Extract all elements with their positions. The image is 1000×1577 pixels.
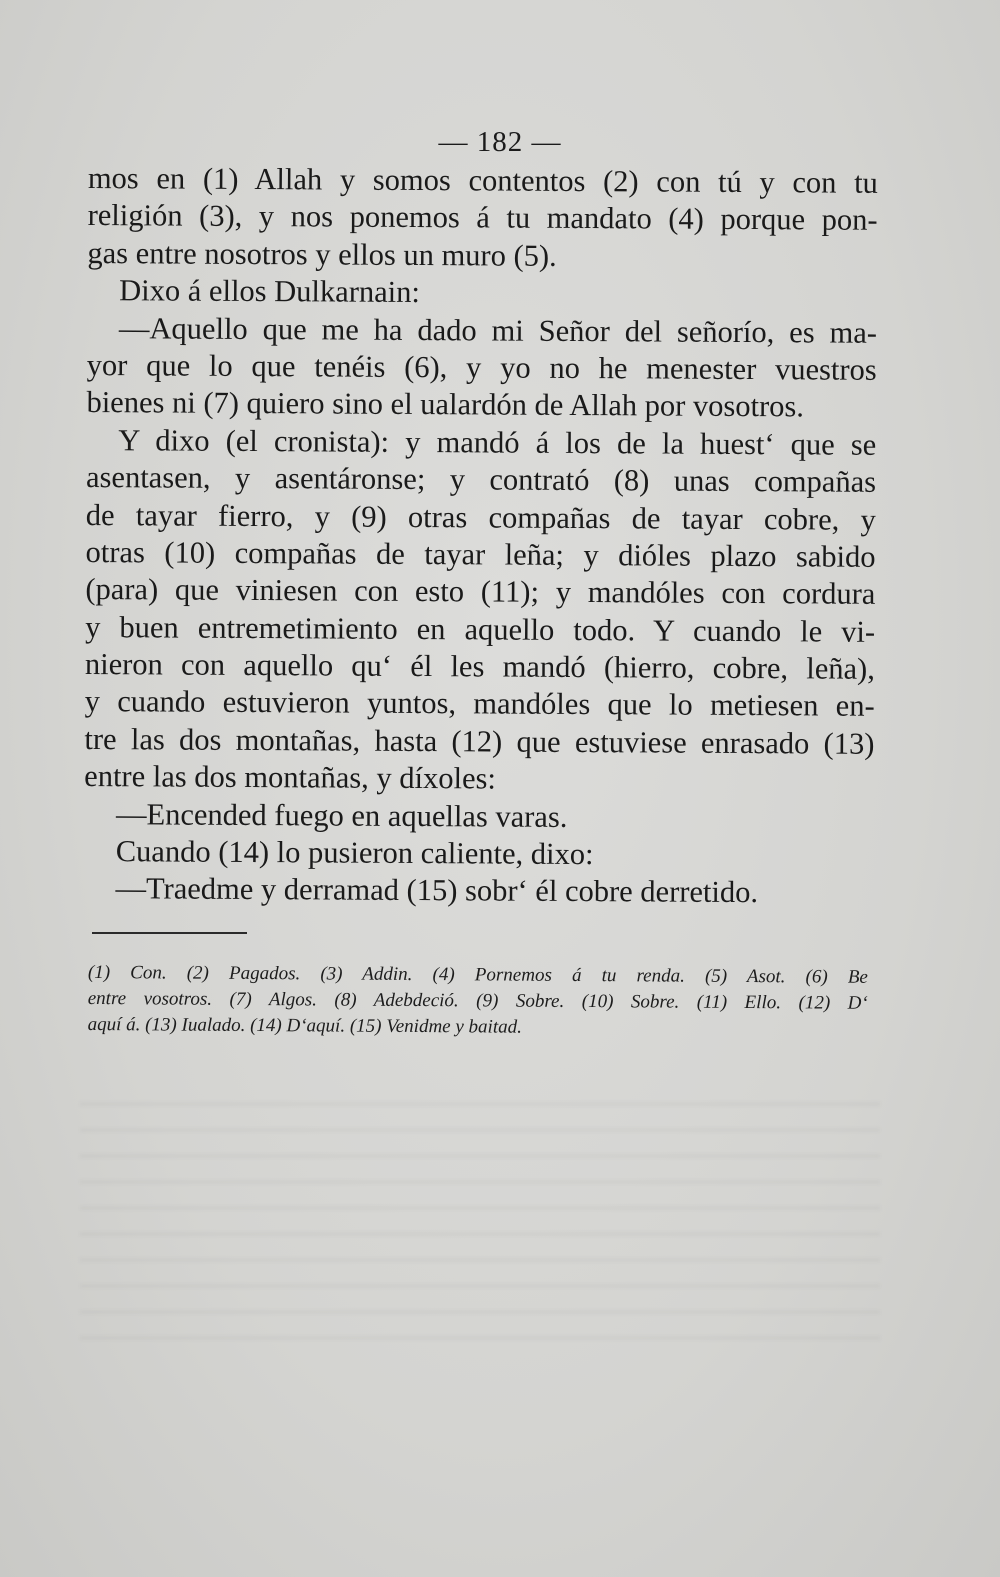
body-line: otras (10) compañas de tayar leña; y dióles plazo sabido — [85, 534, 876, 574]
show-through-texture — [80, 1080, 880, 1340]
body-line: (para) que viniesen con esto (11); y mandóles con cordura — [85, 572, 876, 612]
body-line: asentasen, y asentáronse; y contrató (8) unas compañas — [85, 460, 877, 499]
footnote-line: entre vosotros. (7) Algos. (8) Adebdeció. (9) Sobre. (10) Sobre. (11) Ello. (12) D‘ — [87, 987, 868, 1014]
body-line: Dixo á ellos Dulkarnain: — [119, 273, 421, 310]
body-line: gas entre nosotros y ellos un muro (5). — [87, 235, 557, 273]
body-line: nieron con aquello qu‘ él les mandó (hierro, cobre, leña), — [84, 647, 876, 686]
footnotes — [88, 960, 868, 1043]
body-line: y buen entremetimiento en aquello todo. Y cuando le vi- — [85, 609, 876, 649]
body-line: religión (3), y nos ponemos á tu mandato (4) porque pon- — [87, 198, 878, 238]
body-line: yor que lo que tenéis (6), y yo no he menester vuestros — [86, 347, 877, 387]
footnote-separator — [92, 932, 247, 934]
body-line: entre las dos montañas, y díxoles: — [84, 759, 497, 796]
body-line: tre las dos montañas, hasta (12) que estuviese enrasado (13) — [84, 721, 875, 761]
body-line: y cuando estuvieron yuntos, mandóles que lo metiesen en- — [84, 684, 875, 724]
footnote-line: aquí á. (13) Iualado. (14) D‘aquí. (15) Venidme y baitad. — [87, 1013, 522, 1038]
page-number: — 182 — — [438, 126, 562, 158]
body-line: de tayar fierro, y (9) otras compañas de tayar cobre, y — [85, 497, 876, 537]
body-line: —Encended fuego en aquellas varas. — [115, 796, 568, 834]
body-line: —Traedme y derramad (15) sobr‘ él cobre derretido. — [115, 871, 759, 910]
body-line: bienes ni (7) quiero sino el ualardón de Allah por vosotros. — [86, 385, 805, 424]
body-line: Y dixo (el cronista): y mandó á los de la huest‘ que se — [118, 422, 877, 462]
body-text — [83, 160, 878, 913]
body-line: mos en (1) Allah y somos contentos (2) con tú y con tu — [87, 160, 878, 200]
body-line: —Aquello que me ha dado mi Señor del señorío, es ma- — [118, 310, 878, 350]
body-line: Cuando (14) lo pusieron caliente, dixo: — [115, 834, 594, 872]
footnote-line: (1) Con. (2) Pagados. (3) Addin. (4) Pornemos á tu renda. (5) Asot. (6) Be — [87, 961, 868, 988]
